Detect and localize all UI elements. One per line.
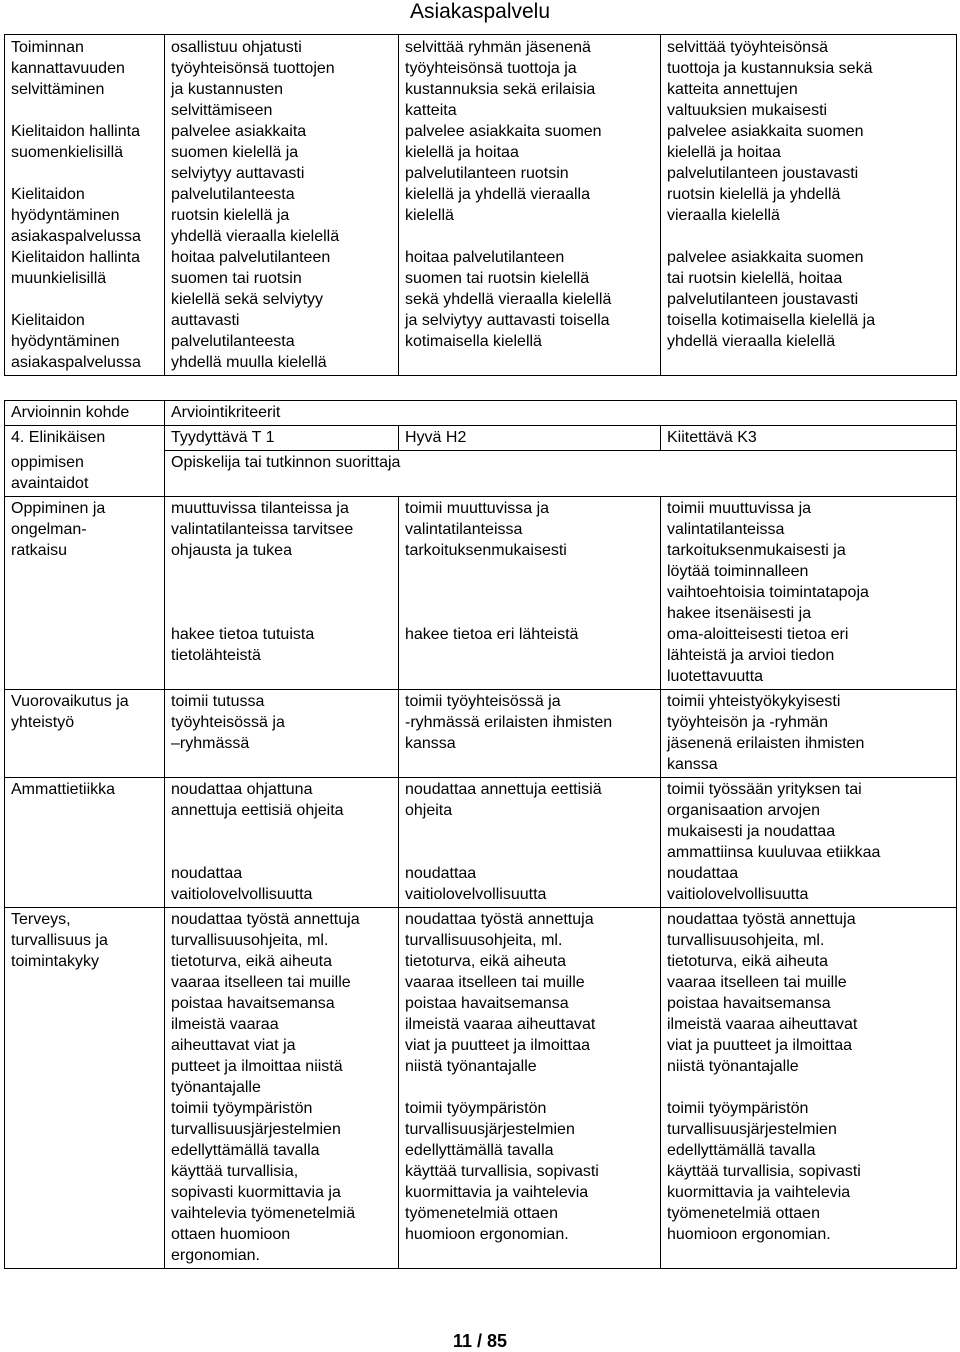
grades-row xyxy=(5,426,957,451)
table-header-row xyxy=(5,401,957,426)
h2-criteria-cell: selvittää ryhmän jäsenenä työyhteisönsä tuottoja ja kustannuksia sekä erilaisia katteita palvelee asiakkaita suomen kielellä ja hoitaa palvelutilanteen ruotsin kielellä ja yhdellä vieraalla kielellä hoitaa palvelutilanteen suomen tai ruotsin kielellä sekä yhdellä vieraalla kielellä ja selviytyy auttavasti toisella kotimaisella kielellä xyxy=(399,35,661,376)
performer-label: Opiskelija tai tutkinnon suorittaja xyxy=(165,451,957,497)
grade-h2-header: Hyvä H2 xyxy=(399,426,661,451)
h2-criteria-cell: noudattaa annettuja eettisiä ohjeita noudattaa vaitiolovelvollisuutta xyxy=(399,777,661,907)
t1-criteria-cell: toimii tutussa työyhteisössä ja –ryhmässä xyxy=(165,689,399,777)
h2-criteria-cell: toimii muuttuvissa ja valintatilanteissa tarkoituksenmukaisesti hakee tietoa eri lähteistä xyxy=(399,496,661,689)
assessment-subject-header: Arvioinnin kohde xyxy=(5,401,165,426)
subject-cell: Ammattietiikka xyxy=(5,777,165,907)
table-row xyxy=(5,496,957,689)
section-title-cell: 4. Elinikäisen xyxy=(5,426,165,451)
k3-criteria-cell: noudattaa työstä annettuja turvallisuusohjeita, ml. tietoturva, eikä aiheuta vaaraa itselleen tai muille poistaa havaitsemansa ilmeistä vaaraa aiheuttavat viat ja puutteet ja ilmoittaa niistä työnantajalle toimii työympäristön turvallisuusjärjestelmien edellyttämällä tavalla käyttää turvallisia, sopivasti kuormittavia ja vaihtelevia työmenetelmiä ottaen huomioon ergonomian. xyxy=(661,907,957,1268)
table-row xyxy=(5,35,957,376)
criteria-continuation-table xyxy=(4,34,957,376)
grade-k3-header: Kiitettävä K3 xyxy=(661,426,957,451)
t1-criteria-cell: muuttuvissa tilanteissa ja valintatilanteissa tarvitsee ohjausta ja tukea hakee tietoa tutuista tietolähteistä xyxy=(165,496,399,689)
assessment-criteria-header: Arviointikriteerit xyxy=(165,401,957,426)
k3-criteria-cell: toimii työssään yrityksen tai organisaation arvojen mukaisesti ja noudattaa ammattiinsa kuuluvaa etiikkaa noudattaa vaitiolovelvollisuutta xyxy=(661,777,957,907)
subject-cell: Vuorovaikutus ja yhteistyö xyxy=(5,689,165,777)
k3-criteria-cell: selvittää työyhteisönsä tuottoja ja kustannuksia sekä katteita annettujen valtuuksien mukaisesti palvelee asiakkaita suomen kielellä ja hoitaa palvelutilanteen joustavasti ruotsin kielellä ja yhdellä vieraalla kielellä palvelee asiakkaita suomen tai ruotsin kielellä, hoitaa palvelutilanteen joustavasti toisella kotimaisella kielellä ja yhdellä vieraalla kielellä xyxy=(661,35,957,376)
table-row xyxy=(5,689,957,777)
subheader-row xyxy=(5,451,957,497)
h2-criteria-cell: toimii työyhteisössä ja -ryhmässä erilaisten ihmisten kanssa xyxy=(399,689,661,777)
subject-cell: Toiminnan kannattavuuden selvittäminen Kielitaidon hallinta suomenkielisillä Kielitaidon hyödyntäminen asiakaspalvelussa Kielitaidon hallinta muunkielisillä Kielitaidon hyödyntäminen asiakaspalvelussa xyxy=(5,35,165,376)
table-row xyxy=(5,907,957,1268)
t1-criteria-cell: noudattaa työstä annettuja turvallisuusohjeita, ml. tietoturva, eikä aiheuta vaaraa itselleen tai muille poistaa havaitsemansa ilmeistä vaaraa aiheuttavat viat ja putteet ja ilmoittaa niistä työnantajalle toimii työympäristön turvallisuusjärjestelmien edellyttämällä tavalla käyttää turvallisia, sopivasti kuormittavia ja vaihtelevia työmenetelmiä ottaen huomioon ergonomian. xyxy=(165,907,399,1268)
section-title-cont: oppimisen avaintaidot xyxy=(5,451,165,497)
table-row xyxy=(5,777,957,907)
t1-criteria-cell: noudattaa ohjattuna annettuja eettisiä ohjeita noudattaa vaitiolovelvollisuutta xyxy=(165,777,399,907)
t1-criteria-cell: osallistuu ohjatusti työyhteisönsä tuottojen ja kustannusten selvittämiseen palvelee asiakkaita suomen kielellä ja selviytyy auttavasti palvelutilanteesta ruotsin kielellä ja yhdellä vieraalla kielellä hoitaa palvelutilanteen suomen tai ruotsin kielellä sekä selviytyy auttavasti palvelutilanteesta yhdellä muulla kielellä xyxy=(165,35,399,376)
subject-cell: Oppiminen ja ongelman- ratkaisu xyxy=(5,496,165,689)
grade-t1-header: Tyydyttävä T 1 xyxy=(165,426,399,451)
assessment-criteria-table xyxy=(4,400,957,1269)
subject-cell: Terveys, turvallisuus ja toimintakyky xyxy=(5,907,165,1268)
k3-criteria-cell: toimii muuttuvissa ja valintatilanteissa tarkoituksenmukaisesti ja löytää toiminnalleen vaihtoehtoisia toimintatapoja hakee itsenäisesti ja oma-aloitteisesti tietoa eri lähteistä ja arvioi tiedon luotettavuutta xyxy=(661,496,957,689)
page-title: Asiakaspalvelu xyxy=(409,0,551,23)
page-number: 11 / 85 xyxy=(452,1331,508,1351)
h2-criteria-cell: noudattaa työstä annettuja turvallisuusohjeita, ml. tietoturva, eikä aiheuta vaaraa itselleen tai muille poistaa havaitsemansa ilmeistä vaaraa aiheuttavat viat ja puutteet ja ilmoittaa niistä työnantajalle toimii työympäristön turvallisuusjärjestelmien edellyttämällä tavalla käyttää turvallisia, sopivasti kuormittavia ja vaihtelevia työmenetelmiä ottaen huomioon ergonomian. xyxy=(399,907,661,1268)
k3-criteria-cell: toimii yhteistyökykyisesti työyhteisön ja -ryhmän jäsenenä erilaisten ihmisten kanssa xyxy=(661,689,957,777)
